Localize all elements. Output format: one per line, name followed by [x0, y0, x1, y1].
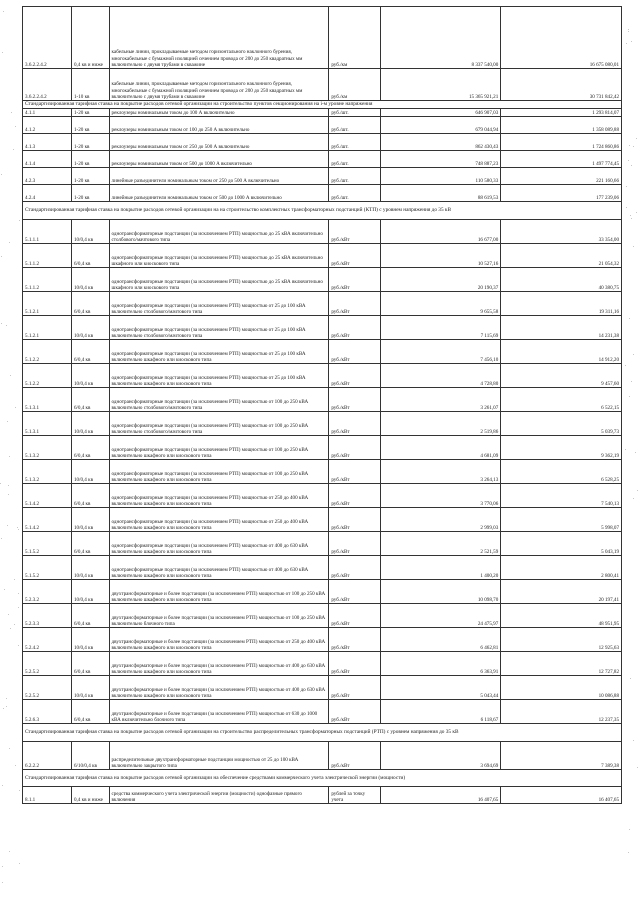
- row-voltage: 10/0,4 кв: [71, 580, 109, 604]
- row-unit: руб./кВт: [329, 742, 380, 770]
- row-code: 5.1.1.2: [23, 268, 72, 292]
- scan-noise-speck: [9, 242, 10, 243]
- scan-noise-speck: [15, 126, 16, 127]
- table-row: [23, 340, 622, 364]
- scan-noise-speck: [18, 645, 19, 646]
- section-header-text: Стандартизированная тарифная ставка на покрытие расходов сетевой организации на строительство распределительных трансформаторных подстанций (РТП) с уровнем напряжения до 35 кВ: [23, 724, 622, 742]
- row-value-with-vat: 5 998,07: [501, 508, 622, 532]
- row-value-without-vat: 8 337 540,00: [380, 7, 501, 69]
- scan-noise-speck: [9, 748, 10, 749]
- row-value-without-vat: 1 400,20: [380, 556, 501, 580]
- scan-noise-speck: [628, 852, 629, 853]
- row-code: 4.2.3: [23, 168, 72, 185]
- row-value-with-vat: 2 800,41: [501, 556, 622, 580]
- row-code: 3.6.2.2.4.2: [23, 69, 72, 101]
- table-row: [23, 700, 622, 724]
- scan-noise-speck: [19, 220, 20, 221]
- row-description: реклоузеры номинальным током от 100 до 250 А включительно: [109, 117, 329, 134]
- row-voltage: 10/0,4 кв: [71, 412, 109, 436]
- row-voltage: 10/0,4 кв: [71, 364, 109, 388]
- scan-noise-speck: [6, 698, 7, 699]
- row-value-with-vat: 20 197,41: [501, 580, 622, 604]
- row-description: однотрансформаторные подстанции (за исключением РТП) мощностью от 400 до 630 кВА включительно шкафного или киоскового типа: [109, 532, 329, 556]
- row-value-with-vat: 33 354,00: [501, 220, 622, 244]
- scan-noise-speck: [3, 11, 4, 12]
- row-description: кабельные линии, прокладываемые методом горизонтального наклонного бурения, многокабельные с бумажной изоляцией сечением провода от 200 до 250 квадратных мм включительно с двумя трубами в скважине: [109, 7, 329, 69]
- row-value-with-vat: 19 311,16: [501, 292, 622, 316]
- scan-noise-speck: [637, 490, 638, 491]
- table-row: [23, 556, 622, 580]
- row-value-without-vat: 10 527,16: [380, 244, 501, 268]
- table-row: [23, 185, 622, 202]
- table-row: [23, 787, 622, 804]
- scan-noise-speck: [631, 381, 632, 382]
- table-row: [23, 316, 622, 340]
- row-value-without-vat: 4 728,80: [380, 364, 501, 388]
- scan-noise-speck: [7, 421, 8, 422]
- scan-noise-speck: [10, 628, 11, 629]
- row-voltage: 10/0,4 кв: [71, 556, 109, 580]
- scan-noise-speck: [18, 529, 19, 530]
- row-description: однотрансформаторные подстанции (за исключением РТП) мощностью до 25 кВА включительно шкафного или киоскового типа: [109, 244, 329, 268]
- row-value-with-vat: 221 160,66: [501, 168, 622, 185]
- row-value-without-vat: 679 044,94: [380, 117, 501, 134]
- row-voltage: 6/0,4 кв: [71, 388, 109, 412]
- scan-noise-speck: [626, 186, 627, 187]
- row-description: двухтрансформаторные и более подстанции (за исключением РТП) мощностью от 630 до 1000 кВА включительно блочного типа: [109, 700, 329, 724]
- row-value-without-vat: 6 118,67: [380, 700, 501, 724]
- row-value-without-vat: 748 887,23: [380, 151, 501, 168]
- row-voltage: 0,4 кв и ниже: [71, 7, 109, 69]
- row-code: 5.1.2.1: [23, 316, 72, 340]
- scan-noise-speck: [633, 246, 634, 247]
- row-value-without-vat: 2 999,03: [380, 508, 501, 532]
- row-voltage: 6/0,4 кв: [71, 652, 109, 676]
- row-value-without-vat: 7 115,69: [380, 316, 501, 340]
- row-value-with-vat: 48 951,95: [501, 604, 622, 628]
- row-unit: руб./кВт: [329, 292, 380, 316]
- row-value-with-vat: 30 731 842,42: [501, 69, 622, 101]
- row-voltage: 1-20 кв: [71, 185, 109, 202]
- row-voltage: 10/0,4 кв: [71, 628, 109, 652]
- row-code: 5.2.6.3: [23, 700, 72, 724]
- row-code: 5.2.5.2: [23, 676, 72, 700]
- row-description: однотрансформаторные подстанции (за исключением РТП) мощностью от 25 до 100 кВА включительно столбового/мачтового типа: [109, 292, 329, 316]
- scan-noise-speck: [629, 318, 630, 319]
- scan-noise-speck: [2, 52, 3, 53]
- row-unit: руб./кВт: [329, 220, 380, 244]
- row-code: 4.1.3: [23, 134, 72, 151]
- row-code: 5.1.2.1: [23, 292, 72, 316]
- row-code: 4.1.2: [23, 117, 72, 134]
- row-code: 8.1.1: [23, 787, 72, 804]
- scan-noise-speck: [7, 525, 8, 526]
- scan-noise-speck: [625, 365, 626, 366]
- section-header-row: [23, 202, 622, 220]
- row-value-without-vat: 2 521,59: [380, 532, 501, 556]
- row-voltage: 1-20 кв: [71, 151, 109, 168]
- scan-noise-speck: [19, 790, 20, 791]
- row-voltage: 1-20 кв: [71, 109, 109, 117]
- table-row: [23, 109, 622, 117]
- row-description: двухтрансформаторные и более подстанции (за исключением РТП) мощностью от 100 до 250 кВА включительно блочного типа: [109, 604, 329, 628]
- table-row: [23, 151, 622, 168]
- row-unit: руб./кВт: [329, 412, 380, 436]
- row-unit: руб./кВт: [329, 340, 380, 364]
- table-row: [23, 484, 622, 508]
- row-voltage: 6/0,4 кв: [71, 484, 109, 508]
- row-description: линейные разъединители номинальным током от 500 до 1000 А включительно: [109, 185, 329, 202]
- tariff-table: [22, 6, 622, 804]
- row-code: 5.1.4.2: [23, 484, 72, 508]
- section-header-text: Стандартизированная тарифная ставка на покрытие расходов сетевой организации на обеспечение средствами коммерческого учета электрической энергии (мощности): [23, 770, 622, 787]
- scan-noise-speck: [631, 218, 632, 219]
- scan-noise-speck: [633, 146, 634, 147]
- row-value-without-vat: 16 677,00: [380, 220, 501, 244]
- row-value-with-vat: 16 675 080,01: [501, 7, 622, 69]
- row-code: 4.1.4: [23, 151, 72, 168]
- table-row: [23, 604, 622, 628]
- row-description: двухтрансформаторные и более подстанции (за исключением РТП) мощностью от 100 до 250 кВА включительно шкафного или киоскового типа: [109, 580, 329, 604]
- section-header-row: [23, 724, 622, 742]
- row-value-without-vat: 3 261,07: [380, 388, 501, 412]
- scan-noise-speck: [636, 138, 637, 139]
- row-value-without-vat: 6 462,81: [380, 628, 501, 652]
- row-voltage: 1-20 кв: [71, 168, 109, 185]
- scan-noise-speck: [631, 41, 632, 42]
- scan-noise-speck: [14, 624, 15, 625]
- row-voltage: 6/0,4 кв: [71, 292, 109, 316]
- row-value-with-vat: 12 727,82: [501, 652, 622, 676]
- scan-noise-speck: [3, 708, 4, 709]
- section-header-text: Стандартизированная тарифная ставка на покрытие расходов сетевой организации на на строительство комплектных трансформаторных подстанций (КТП) с уровнем напряжения до 35 кВ: [23, 202, 622, 220]
- row-value-without-vat: 15 365 921,21: [380, 69, 501, 101]
- row-value-with-vat: 6 522,15: [501, 388, 622, 412]
- row-unit: руб./кВт: [329, 508, 380, 532]
- row-unit: руб./кВт: [329, 388, 380, 412]
- row-value-with-vat: 9 362,19: [501, 436, 622, 460]
- row-value-without-vat: 24 475,97: [380, 604, 501, 628]
- table-row: [23, 628, 622, 652]
- row-code: 5.2.3.3: [23, 604, 72, 628]
- row-value-without-vat: 6 363,91: [380, 652, 501, 676]
- row-voltage: 1-10 кв: [71, 69, 109, 101]
- table-row: [23, 460, 622, 484]
- scan-noise-speck: [10, 375, 11, 376]
- row-unit: руб./кВт: [329, 580, 380, 604]
- scan-noise-speck: [4, 589, 5, 590]
- row-value-without-vat: 88 619,53: [380, 185, 501, 202]
- row-value-without-vat: 3 264,13: [380, 460, 501, 484]
- row-voltage: 10/0,4 кв: [71, 460, 109, 484]
- table-row: [23, 168, 622, 185]
- row-code: 5.1.5.2: [23, 556, 72, 580]
- row-unit: руб./кВт: [329, 652, 380, 676]
- scan-noise-speck: [626, 43, 627, 44]
- row-voltage: 6/0,4 кв: [71, 700, 109, 724]
- row-value-without-vat: 7 456,10: [380, 340, 501, 364]
- row-unit: руб./шт.: [329, 117, 380, 134]
- scan-noise-speck: [18, 607, 19, 608]
- row-unit: руб./кВт: [329, 484, 380, 508]
- tariff-table-body: [23, 7, 622, 804]
- section-header-row: [23, 101, 622, 109]
- table-row: [23, 7, 622, 69]
- row-voltage: 1-20 кв: [71, 117, 109, 134]
- row-value-with-vat: 21 054,32: [501, 244, 622, 268]
- row-value-without-vat: 3 770,06: [380, 484, 501, 508]
- table-row: [23, 244, 622, 268]
- scan-noise-speck: [15, 765, 16, 766]
- row-value-with-vat: 9 457,60: [501, 364, 622, 388]
- scan-noise-speck: [633, 354, 634, 355]
- row-value-with-vat: 1 497 774,45: [501, 151, 622, 168]
- scan-noise-speck: [629, 145, 630, 146]
- table-row: [23, 220, 622, 244]
- row-code: 4.2.4: [23, 185, 72, 202]
- scan-noise-speck: [629, 396, 630, 397]
- row-code: 5.1.4.2: [23, 508, 72, 532]
- row-value-without-vat: 862 430,43: [380, 134, 501, 151]
- scan-noise-speck: [9, 456, 10, 457]
- scan-noise-speck: [626, 207, 627, 208]
- scan-noise-speck: [628, 160, 629, 161]
- row-value-with-vat: 7 540,13: [501, 484, 622, 508]
- row-description: однотрансформаторные подстанции (за исключением РТП) мощностью от 400 до 630 кВА включительно шкафного или киоскового типа: [109, 556, 329, 580]
- row-value-without-vat: 4 681,09: [380, 436, 501, 460]
- scan-noise-speck: [629, 829, 630, 830]
- scan-noise-speck: [14, 579, 15, 580]
- scan-noise-speck: [0, 483, 1, 484]
- row-value-without-vat: 20 190,37: [380, 268, 501, 292]
- scan-noise-speck: [628, 31, 629, 32]
- row-description: однотрансформаторные подстанции (за исключением РТП) мощностью от 100 до 250 кВА включительно шкафного или киоскового типа: [109, 460, 329, 484]
- table-row: [23, 652, 622, 676]
- scan-noise-speck: [637, 767, 638, 768]
- row-voltage: 6/0,4 кв: [71, 244, 109, 268]
- row-voltage: 10/0,4 кв: [71, 316, 109, 340]
- scan-noise-speck: [1, 256, 2, 257]
- row-code: 5.2.5.2: [23, 652, 72, 676]
- table-row: [23, 676, 622, 700]
- row-unit: руб./кВт: [329, 556, 380, 580]
- row-description: однотрансформаторные подстанции (за исключением РТП) мощностью от 100 до 250 кВА включительно столбового/мачтового типа: [109, 388, 329, 412]
- row-description: однотрансформаторные подстанции (за исключением РТП) мощностью от 250 до 400 кВА включительно шкафного или киоскового типа: [109, 508, 329, 532]
- scan-noise-speck: [1, 323, 2, 324]
- row-voltage: 0,4 кв и ниже: [71, 787, 109, 804]
- section-header-text: Стандартизированная тарифная ставка на покрытие расходов сетевой организации на строительство пунктов секционирования на i-м уровне напряжения: [23, 101, 622, 109]
- row-unit: руб./кВт: [329, 676, 380, 700]
- scan-noise-speck: [15, 407, 16, 408]
- row-value-without-vat: 646 907,03: [380, 109, 501, 117]
- row-value-without-vat: 9 655,58: [380, 292, 501, 316]
- scan-noise-speck: [630, 215, 631, 216]
- section-header-row: [23, 770, 622, 787]
- scan-noise-speck: [625, 449, 626, 450]
- scan-noise-speck: [635, 452, 636, 453]
- row-description: распределительные двухтрансформаторные подстанции мощностью от 25 до 100 кВА включительно закрытого типа: [109, 742, 329, 770]
- row-value-with-vat: 14 912,20: [501, 340, 622, 364]
- row-value-with-vat: 12 237,35: [501, 700, 622, 724]
- row-voltage: 6/0,4 кв: [71, 340, 109, 364]
- row-unit: руб./кВт: [329, 244, 380, 268]
- row-description: двухтрансформаторные и более подстанции (за исключением РТП) мощностью от 250 до 400 кВА включительно шкафного или киоскового типа: [109, 628, 329, 652]
- row-description: реклоузеры номинальным током от 250 до 500 А включительно: [109, 134, 329, 151]
- table-row: [23, 436, 622, 460]
- scan-noise-speck: [19, 863, 20, 864]
- table-row: [23, 388, 622, 412]
- scan-noise-speck: [9, 851, 10, 852]
- scan-noise-speck: [2, 866, 3, 867]
- row-unit: руб./кВт: [329, 700, 380, 724]
- row-unit: руб./кВт: [329, 364, 380, 388]
- row-unit: руб./кВт: [329, 532, 380, 556]
- row-description: двухтрансформаторные и более подстанции (за исключением РТП) мощностью от 400 до 630 кВА включительно шкафного или киоскового типа: [109, 652, 329, 676]
- row-value-with-vat: 1 724 860,86: [501, 134, 622, 151]
- row-value-with-vat: 10 086,88: [501, 676, 622, 700]
- row-value-with-vat: 5 039,73: [501, 412, 622, 436]
- row-code: 5.1.3.1: [23, 388, 72, 412]
- table-row: [23, 532, 622, 556]
- row-description: средства коммерческого учета электрической энергии (мощности) однофазные прямого включения: [109, 787, 329, 804]
- scan-noise-speck: [6, 325, 7, 326]
- table-row: [23, 69, 622, 101]
- row-code: 5.1.1.1: [23, 220, 72, 244]
- row-description: двухтрансформаторные и более подстанции (за исключением РТП) мощностью от 400 до 630 кВА включительно шкафного или киоскового типа: [109, 676, 329, 700]
- row-value-with-vat: 5 043,19: [501, 532, 622, 556]
- row-voltage: 10/0,4 кв: [71, 220, 109, 244]
- row-value-without-vat: 2 519,86: [380, 412, 501, 436]
- row-unit: руб./шт.: [329, 151, 380, 168]
- row-voltage: 6/10/0,4 кв: [71, 742, 109, 770]
- scan-noise-speck: [630, 678, 631, 679]
- row-description: однотрансформаторные подстанции (за исключением РТП) мощностью до 25 кВА включительно шкафного или киоскового типа: [109, 268, 329, 292]
- scan-noise-speck: [6, 706, 7, 707]
- scan-noise-speck: [17, 527, 18, 528]
- row-value-with-vat: 12 925,63: [501, 628, 622, 652]
- row-unit: рублей за точку учета: [329, 787, 380, 804]
- row-value-without-vat: 16 407,65: [380, 787, 501, 804]
- row-voltage: 6/0,4 кв: [71, 532, 109, 556]
- row-unit: руб./кВт: [329, 268, 380, 292]
- table-row: [23, 742, 622, 770]
- row-description: линейные разъединители номинальным током от 250 до 500 А включительно: [109, 168, 329, 185]
- scan-noise-speck: [633, 740, 634, 741]
- row-unit: руб./шт.: [329, 134, 380, 151]
- row-unit: руб./шт.: [329, 168, 380, 185]
- row-voltage: 10/0,4 кв: [71, 508, 109, 532]
- scan-noise-speck: [628, 29, 629, 30]
- row-description: однотрансформаторные подстанции (за исключением РТП) мощностью от 100 до 250 кВА включительно шкафного или киоскового типа: [109, 436, 329, 460]
- row-code: 5.1.2.2: [23, 340, 72, 364]
- row-unit: руб./кВт: [329, 436, 380, 460]
- scan-noise-speck: [1, 174, 2, 175]
- row-code: 5.1.3.1: [23, 412, 72, 436]
- row-value-with-vat: 7 389,38: [501, 742, 622, 770]
- row-voltage: 6/0,4 кв: [71, 604, 109, 628]
- scan-noise-speck: [11, 112, 12, 113]
- row-value-without-vat: 5 043,44: [380, 676, 501, 700]
- row-description: однотрансформаторные подстанции (за исключением РТП) мощностью от 25 до 100 кВА включительно столбового/мачтового типа: [109, 316, 329, 340]
- row-code: 4.1.1: [23, 109, 72, 117]
- scan-noise-speck: [8, 614, 9, 615]
- row-description: однотрансформаторные подстанции (за исключением РТП) мощностью от 25 до 100 кВА включительно шкафного или киоскового типа: [109, 340, 329, 364]
- scan-noise-speck: [2, 785, 3, 786]
- row-voltage: 10/0,4 кв: [71, 676, 109, 700]
- row-code: 5.1.1.2: [23, 244, 72, 268]
- row-code: 5.1.3.2: [23, 460, 72, 484]
- row-unit: руб./кВт: [329, 604, 380, 628]
- row-description: однотрансформаторные подстанции (за исключением РТП) мощностью от 25 до 100 кВА включительно шкафного или киоскового типа: [109, 364, 329, 388]
- table-row: [23, 292, 622, 316]
- scan-noise-speck: [633, 498, 634, 499]
- row-value-with-vat: 1 358 089,88: [501, 117, 622, 134]
- row-description: реклоузеры номинальным током до 100 А включительно: [109, 109, 329, 117]
- row-code: 5.1.3.2: [23, 436, 72, 460]
- row-voltage: 1-20 кв: [71, 134, 109, 151]
- row-description: однотрансформаторные подстанции (за исключением РТП) мощностью от 250 до 400 кВА включительно шкафного или киоскового типа: [109, 484, 329, 508]
- row-unit: руб./км: [329, 7, 380, 69]
- row-code: 5.1.5.2: [23, 532, 72, 556]
- tariff-document-page: [22, 6, 622, 804]
- table-row: [23, 134, 622, 151]
- table-row: [23, 268, 622, 292]
- row-description: однотрансформаторные подстанции (за исключением РТП) мощностью до 25 кВА включительно столбового/мачтового типа: [109, 220, 329, 244]
- scan-noise-speck: [18, 593, 19, 594]
- row-value-with-vat: 1 293 814,07: [501, 109, 622, 117]
- row-voltage: 6/0,4 кв: [71, 436, 109, 460]
- row-value-with-vat: 40 380,75: [501, 268, 622, 292]
- table-row: [23, 117, 622, 134]
- scan-noise-speck: [8, 485, 9, 486]
- row-code: 3.6.2.2.4.2: [23, 7, 72, 69]
- row-value-with-vat: 16 407,65: [501, 787, 622, 804]
- table-row: [23, 508, 622, 532]
- table-row: [23, 364, 622, 388]
- table-row: [23, 412, 622, 436]
- row-description: однотрансформаторные подстанции (за исключением РТП) мощностью от 100 до 250 кВА включительно столбового/мачтового типа: [109, 412, 329, 436]
- row-unit: руб./кВт: [329, 628, 380, 652]
- row-description: реклоузеры номинальным током от 500 до 1000 А включительно: [109, 151, 329, 168]
- row-value-without-vat: 3 694,69: [380, 742, 501, 770]
- row-unit: руб./кВт: [329, 460, 380, 484]
- row-voltage: 10/0,4 кв: [71, 268, 109, 292]
- row-code: 5.2.4.2: [23, 628, 72, 652]
- scan-noise-speck: [8, 494, 9, 495]
- scan-noise-speck: [2, 882, 3, 883]
- table-row: [23, 580, 622, 604]
- row-code: 6.2.2.2: [23, 742, 72, 770]
- row-code: 5.1.2.2: [23, 364, 72, 388]
- row-unit: руб./км: [329, 69, 380, 101]
- row-description: кабельные линии, прокладываемые методом горизонтального наклонного бурения, многокабельные с бумажной изоляцией сечением провода от 200 до 250 квадратных мм включительно с двумя трубами в скважине: [109, 69, 329, 101]
- scan-noise-speck: [1, 538, 2, 539]
- row-value-with-vat: 177 239,06: [501, 185, 622, 202]
- row-unit: руб./шт.: [329, 109, 380, 117]
- scan-noise-speck: [631, 165, 632, 166]
- row-value-without-vat: 110 580,33: [380, 168, 501, 185]
- scan-noise-speck: [636, 212, 637, 213]
- row-value-with-vat: 6 528,25: [501, 460, 622, 484]
- row-value-with-vat: 14 231,38: [501, 316, 622, 340]
- row-unit: руб./шт.: [329, 185, 380, 202]
- row-value-without-vat: 10 098,70: [380, 580, 501, 604]
- row-code: 5.2.3.2: [23, 580, 72, 604]
- row-unit: руб./кВт: [329, 316, 380, 340]
- scan-noise-speck: [13, 149, 14, 150]
